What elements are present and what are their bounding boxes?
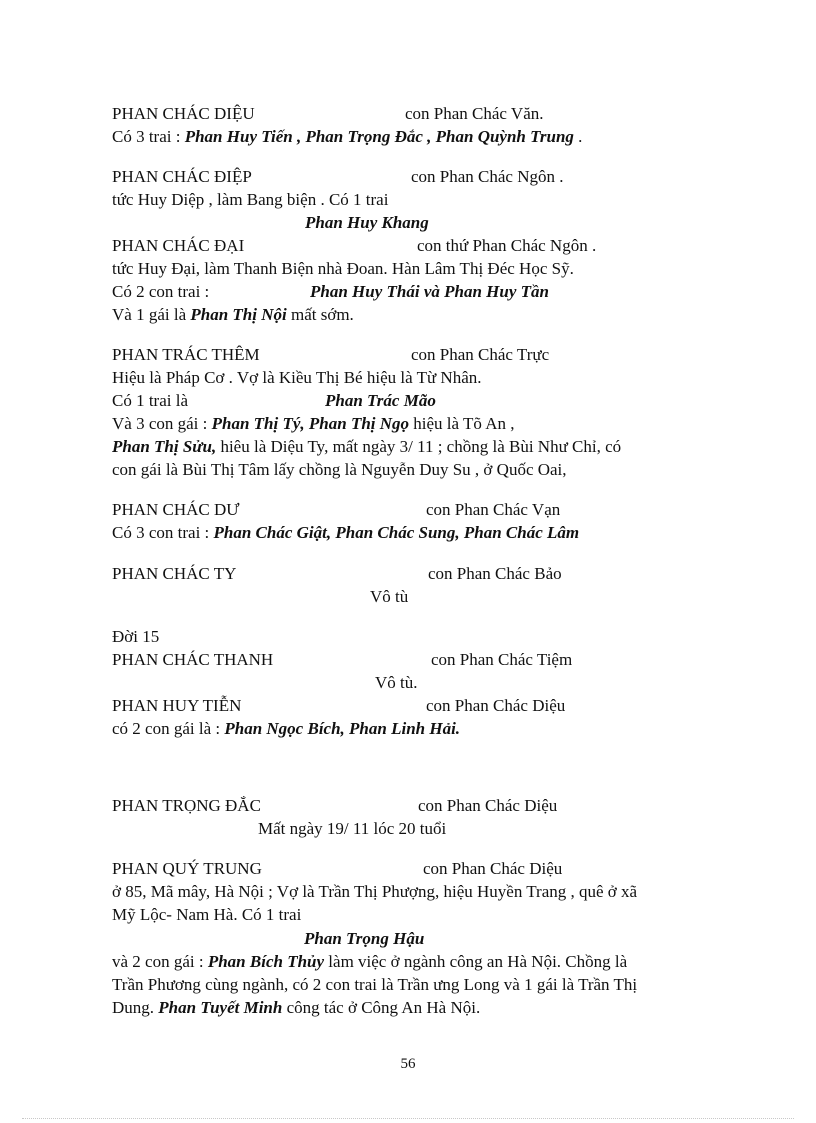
text-run: Hiệu là Pháp Cơ . Vợ là Kiều Thị Bé hiệu là Từ Nhân. [112, 368, 482, 387]
text-run: con Phan Chác Diệu [426, 696, 566, 715]
text-line [411, 167, 564, 187]
bold-name: Phan Thị Sửu, [112, 437, 217, 456]
text-run: ở 85, Mã mây, Hà Nội ; Vợ là Trần Thị Phượng, hiệu Huyền Trang , quê ở xã [112, 882, 638, 901]
text-run: PHAN CHÁC THANH [112, 650, 274, 669]
text-run: con Phan Chác Trực [411, 345, 550, 364]
text-line [426, 500, 560, 520]
text-run: hiệu là Tõ An , [409, 414, 515, 433]
text-run: Và 3 con gái : [112, 414, 212, 433]
text-run: làm việc ở ngành công an Hà Nội. Chồng là [324, 952, 628, 971]
text-line [112, 696, 241, 716]
text-run: Có 3 trai : [112, 127, 185, 146]
text-run: có 2 con gái là : [112, 719, 225, 738]
text-run: Vô tù [370, 587, 409, 606]
text-line [423, 859, 562, 879]
text-line [112, 627, 159, 647]
text-run: PHAN TRỌNG ĐẮC [112, 796, 261, 815]
text-run: con thứ Phan Chác Ngôn . [417, 236, 597, 255]
text-line [112, 190, 388, 210]
text-run: con Phan Chác Diệu [418, 796, 558, 815]
text-run: Có 3 con trai : [112, 523, 214, 542]
text-run: PHAN QUÝ TRUNG [112, 859, 262, 878]
text-run: con Phan Chác Diệu [423, 859, 563, 878]
text-line [112, 236, 244, 256]
bold-name: Phan Trác Mão [325, 391, 436, 410]
text-run: mất sớm. [286, 305, 354, 324]
text-run: con Phan Chác Ngôn . [411, 167, 564, 186]
text-line [112, 998, 480, 1018]
text-line [112, 282, 209, 302]
text-line [112, 437, 621, 457]
text-run: Mất ngày 19/ 11 lóc 20 tuổi [258, 819, 447, 838]
text-line [431, 650, 572, 670]
text-run: con gái là Bùi Thị Tâm lấy chồng là Nguyễn Duy Su , ở Quốc Oai, [112, 460, 567, 479]
text-line [112, 345, 260, 365]
text-run: PHAN CHÁC TY [112, 564, 237, 583]
page-bottom-rule [22, 1118, 794, 1119]
text-run: Trần Phương cùng ngành, có 2 con trai là Trần ưng Long và 1 gái là Trần Thị [112, 975, 638, 994]
text-run: công tác ở Công An Hà Nội. [282, 998, 481, 1017]
text-line [428, 564, 562, 584]
text-run: Và 1 gái là [112, 305, 191, 324]
text-line [112, 796, 261, 816]
bold-name: Phan Ngọc Bích, Phan Linh Hải. [224, 719, 461, 738]
text-line [112, 127, 582, 147]
text-line [112, 500, 239, 520]
text-line [112, 564, 236, 584]
text-line [304, 929, 424, 949]
text-line [112, 952, 627, 972]
bold-name: Phan Thị Nội [190, 305, 287, 324]
text-run: con Phan Chác Vạn [426, 500, 561, 519]
bold-name: Phan Chác Giật, Phan Chác Sung, Phan Chác Lâm [213, 523, 580, 542]
bold-name: Phan Huy Thái và Phan Huy Tần [310, 282, 549, 301]
text-line [112, 391, 188, 411]
text-run: PHAN TRÁC THÊM [112, 345, 260, 364]
text-line [258, 819, 446, 839]
text-line [112, 104, 255, 124]
text-line [112, 414, 514, 434]
text-line [411, 345, 549, 365]
text-line [405, 104, 544, 124]
text-run: PHAN CHÁC DƯ [112, 500, 240, 519]
bold-name: Phan Thị Tý, Phan Thị Ngọ [211, 414, 410, 433]
text-line [112, 523, 579, 543]
text-line [426, 696, 565, 716]
text-run: . [573, 127, 583, 146]
text-run: con Phan Chác Bảo [428, 564, 562, 583]
bold-name: Phan Tuyết Minh [158, 998, 283, 1017]
text-line [310, 282, 549, 302]
text-run: và 2 con gái : [112, 952, 208, 971]
text-run: hiêu là Diệu Ty, mất ngày 3/ 11 ; chồng là Bùi Như Chỉ, có [216, 437, 622, 456]
text-run: con Phan Chác Tiệm [431, 650, 573, 669]
text-line [112, 650, 273, 670]
text-run: tức Huy Đại, làm Thanh Biện nhà Đoan. Hàn Lâm Thị Đéc Học Sỹ. [112, 259, 574, 278]
text-line [112, 719, 460, 739]
text-line [112, 460, 567, 480]
text-line [375, 673, 418, 693]
text-run: Có 2 con trai : [112, 282, 210, 301]
text-line [112, 975, 637, 995]
bold-name: Phan Huy Khang [305, 213, 429, 232]
text-line [370, 587, 408, 607]
text-line [112, 368, 482, 388]
text-run: con Phan Chác Văn. [405, 104, 544, 123]
text-run: Mỹ Lộc- Nam Hà. Có 1 trai [112, 905, 302, 924]
text-run: PHAN HUY TIỄN [112, 696, 242, 715]
text-line [112, 882, 637, 902]
text-line [112, 859, 262, 879]
text-line [417, 236, 596, 256]
text-line [305, 213, 429, 233]
text-run: tức Huy Diệp , làm Bang biện . Có 1 trai [112, 190, 389, 209]
page-number: 56 [400, 1056, 416, 1072]
text-line [112, 905, 301, 925]
text-line [112, 259, 574, 279]
text-run: PHAN CHÁC ĐIỆP [112, 167, 252, 186]
text-line [112, 305, 354, 325]
text-run: Có 1 trai là [112, 391, 189, 410]
bold-name: Phan Trọng Hậu [304, 929, 425, 948]
text-line [325, 391, 436, 411]
text-run: Đời 15 [112, 627, 160, 646]
text-line [418, 796, 557, 816]
text-run: Dung. [112, 998, 159, 1017]
bold-name: Phan Huy Tiến , Phan Trọng Đắc , Phan Quỳnh Trung [184, 127, 574, 146]
bold-name: Phan Bích Thủy [207, 952, 325, 971]
text-run: PHAN CHÁC ĐẠI [112, 236, 245, 255]
text-run: PHAN CHÁC DIỆU [112, 104, 255, 123]
text-line [112, 167, 252, 187]
text-run: Vô tù. [375, 673, 418, 692]
